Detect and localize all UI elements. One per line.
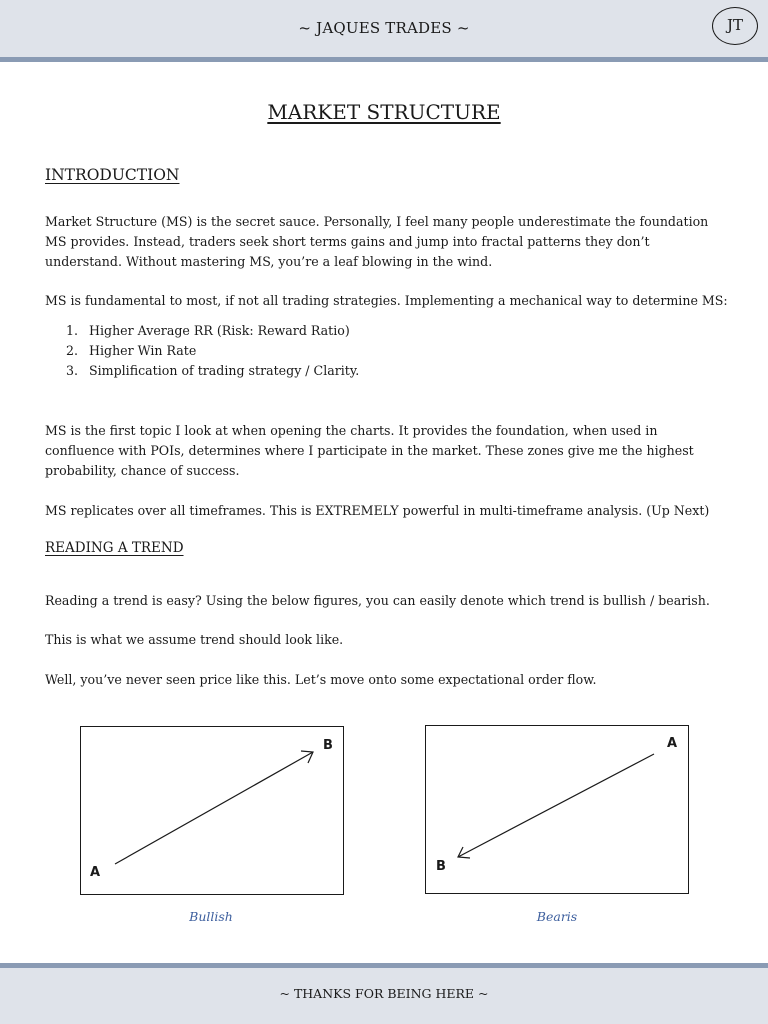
point-b-label: B [436, 859, 446, 874]
point-a-label: A [667, 736, 678, 751]
bullish-caption: Bullish [189, 909, 233, 924]
reading-trend-heading: READING A TREND [45, 540, 184, 556]
list-item-number: 3. [66, 363, 79, 378]
list-item-number: 2. [66, 343, 79, 358]
list-item [45, 321, 725, 341]
benefits-list [45, 321, 725, 381]
list-item-text: Higher Win Rate [89, 343, 197, 358]
list-item [45, 361, 725, 381]
page-header [0, 0, 768, 57]
bullish-figure [80, 726, 344, 895]
point-a-label: A [90, 865, 101, 880]
list-item-text: Simplification of trading strategy / Clarity. [89, 363, 360, 378]
list-item-number: 1. [66, 323, 79, 338]
header-divider [0, 57, 768, 62]
intro-paragraph-3: MS is the first topic I look at when opening the charts. It provides the foundation, when used in confluence with POIs, determines where I participate in the market. These zones give me the highest probability, chance of success. [45, 423, 694, 478]
intro-paragraph-4: MS replicates over all timeframes. This is EXTREMELY powerful in multi-timeframe analysis. (Up Next) [45, 503, 710, 518]
bearish-arrow-icon [426, 726, 688, 893]
list-item [45, 341, 725, 361]
bearish-figure [425, 725, 689, 894]
bearish-caption: Bearis [536, 909, 578, 924]
trend-paragraph-2: This is what we assume trend should look like. [45, 632, 344, 647]
jt-logo-badge: JT [712, 7, 758, 45]
introduction-heading: INTRODUCTION [45, 166, 180, 184]
intro-paragraph-1: Market Structure (MS) is the secret sauce. Personally, I feel many people underestimate the foundation MS provides. Instead, traders seek short terms gains and jump into fractal patterns they don’t understand. Without mastering MS, you’re a leaf blowing in the wind. [45, 214, 709, 269]
page-footer [0, 968, 768, 1024]
list-item-text: Higher Average RR (Risk: Reward Ratio) [89, 323, 350, 338]
document-title: MARKET STRUCTURE [267, 100, 501, 124]
trend-paragraph-3: Well, you’ve never seen price like this. Let’s move onto some expectational order flow. [45, 672, 597, 687]
trend-paragraph-1: Reading a trend is easy? Using the below figures, you can easily denote which trend is bullish / bearish. [45, 593, 710, 608]
intro-paragraph-2: MS is fundamental to most, if not all trading strategies. Implementing a mechanical way to determine MS: [45, 293, 728, 308]
bullish-arrow-icon [81, 727, 343, 894]
point-b-label: B [323, 738, 333, 753]
footer-text: ~ THANKS FOR BEING HERE ~ [279, 986, 489, 1001]
header-title: ~ JAQUES TRADES ~ [298, 19, 470, 37]
